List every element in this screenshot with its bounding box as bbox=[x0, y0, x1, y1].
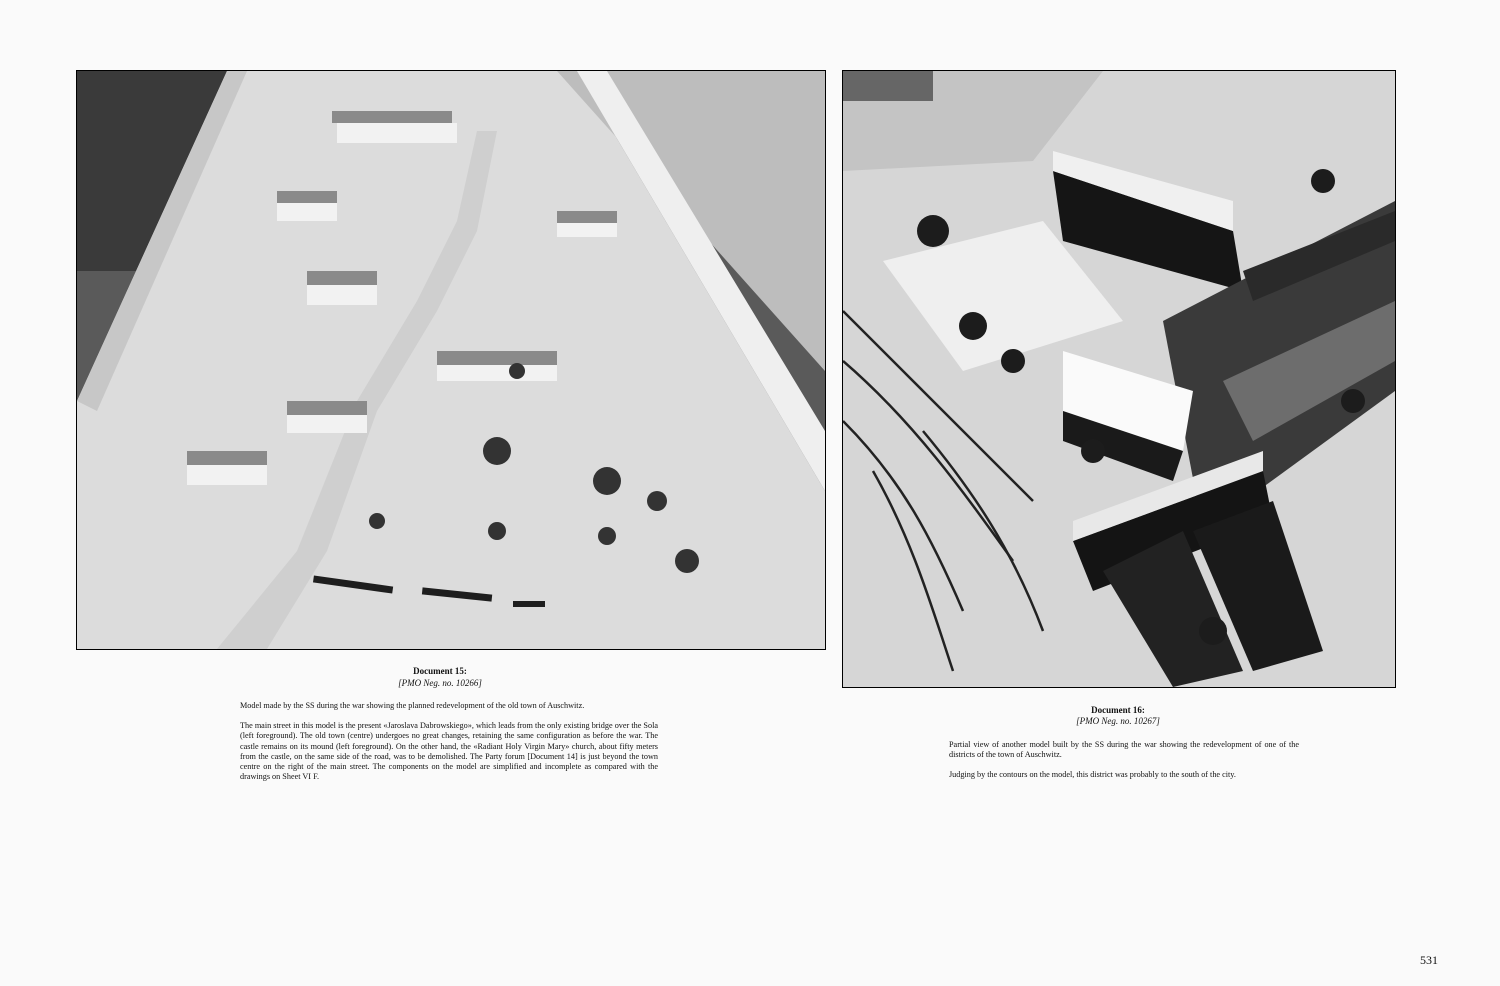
document-16-title: Document 16: bbox=[1091, 705, 1145, 715]
page-number: 531 bbox=[1420, 953, 1438, 967]
photo-document-16 bbox=[842, 70, 1396, 688]
document-15-negative-number: [PMO Neg. no. 10266] bbox=[398, 678, 482, 688]
document-16-paragraph-2: Judging by the contours on the model, this district was probably to the south of the city. bbox=[949, 770, 1236, 780]
document-15-description bbox=[240, 701, 658, 792]
document-15-paragraph-2: The main street in this model is the present «Jaroslava Dabrowskiego», which leads from the only existing bridge over the Sola (left foreground). The old town (centre) undergoes no great changes, retaining the same configuration as before the war. The castle remains on its mound (left foreground). On the other hand, the «Radiant Holy Virgin Mary» church, about fifty meters from the castle, on the same side of the road, was to be demolished. The Party forum [Document 14] is just beyond the town centre on the right of the main street. The components on the model are simplified and incomplete as compared with the drawings on Sheet VI F. bbox=[240, 721, 658, 782]
document-16-negative-number: [PMO Neg. no. 10267] bbox=[1076, 716, 1160, 726]
document-16-paragraph-1: Partial view of another model built by the SS during the war showing the redevelopment of one of the districts of the town of Auschwitz. bbox=[949, 740, 1299, 760]
document-15-title: Document 15: bbox=[413, 666, 467, 676]
model-photo-old-town bbox=[77, 71, 825, 649]
model-photo-district bbox=[843, 71, 1395, 687]
photo-document-15 bbox=[76, 70, 826, 650]
document-16-description bbox=[949, 740, 1299, 791]
document-15-paragraph-1: Model made by the SS during the war showing the planned redevelopment of the old town of Auschwitz. bbox=[240, 701, 585, 710]
